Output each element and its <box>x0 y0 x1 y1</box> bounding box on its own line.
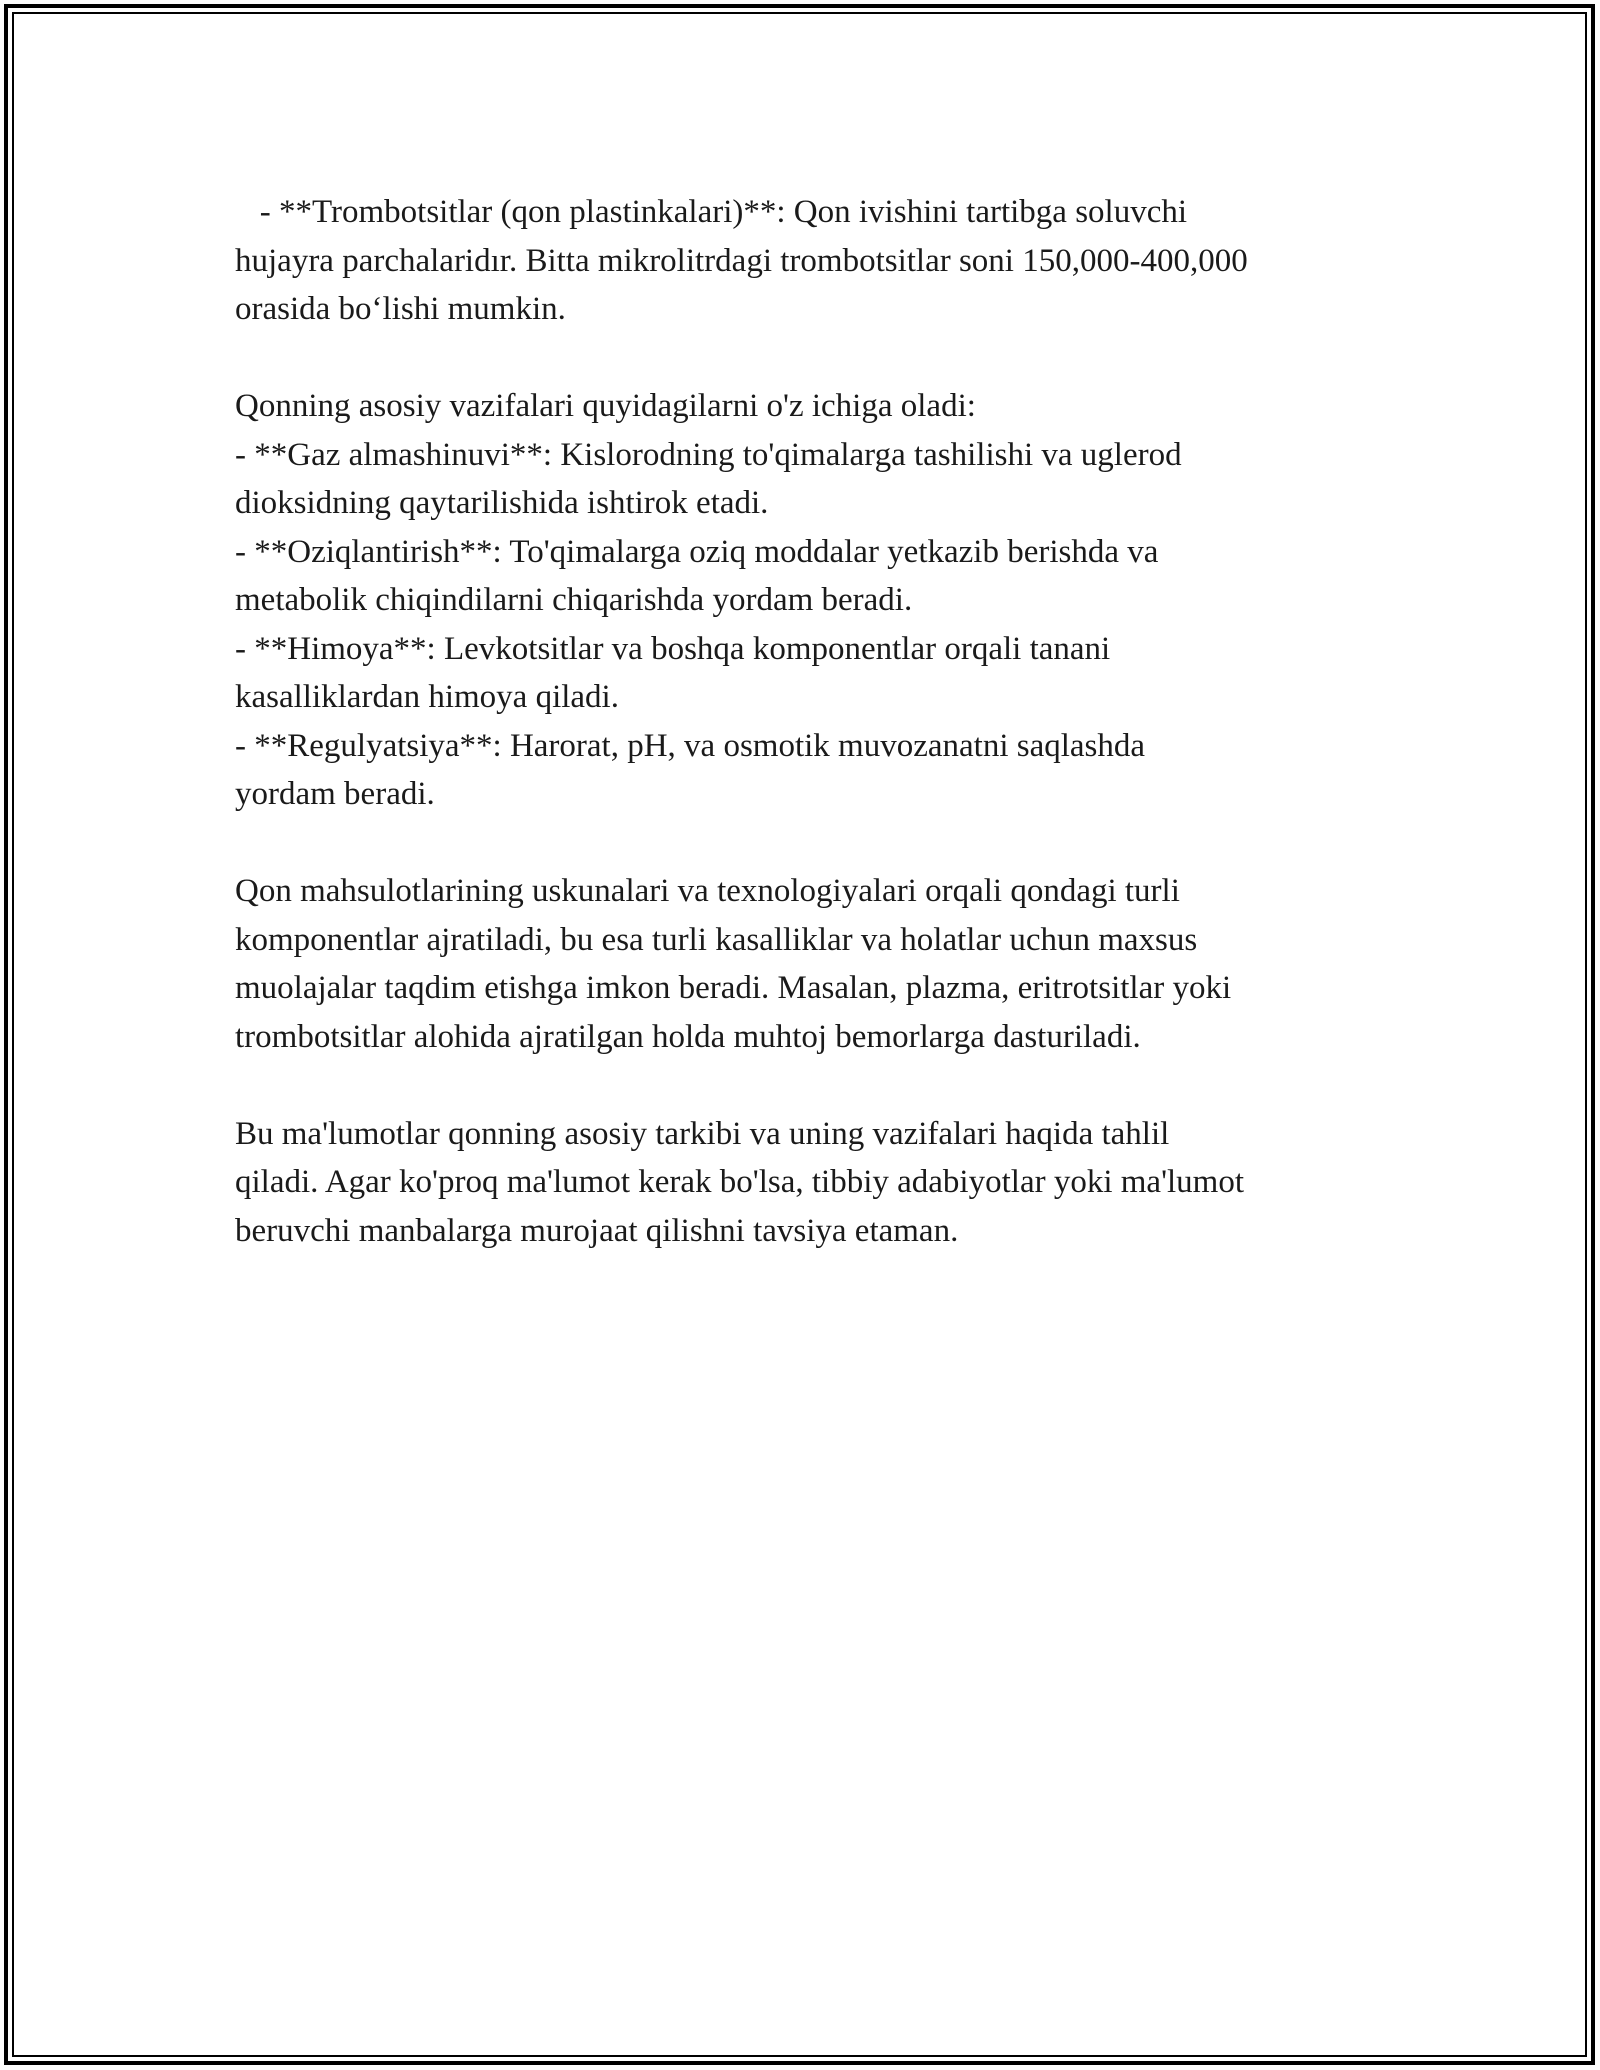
paragraph-spacer <box>235 819 1385 868</box>
text-line: - **Regulyatsiya**: Harorat, pH, va osmotik muvozanatni saqlashda <box>235 727 1146 764</box>
paragraph-trombotsitlar <box>235 188 1385 334</box>
text-line: kasalliklardan himoya qiladi. <box>235 679 619 715</box>
text-line: - **Himoya**: Levkotsitlar va boshqa komponentlar orqali tanani <box>235 630 1111 667</box>
text-line: muolajalar taqdim etishga imkon beradi. Masalan, plazma, eritrotsitlar yoki <box>235 970 1232 1006</box>
text-line: komponentlar ajratiladi, bu esa turli kasalliklar va holatlar uchun maxsus <box>235 921 1198 958</box>
text-line: qiladi. Agar ko'proq ma'lumot kerak bo'lsa, tibbiy adabiyotlar yoki ma'lumot <box>235 1164 1245 1200</box>
text-line: dioksidning qaytarilishida ishtirok etadi. <box>235 485 769 521</box>
document-body <box>235 188 1385 1255</box>
text-line: - **Oziqlantirish**: To'qimalarga oziq moddalar yetkazib berishda va <box>235 533 1159 570</box>
paragraph-spacer <box>235 1061 1385 1110</box>
text-line: orasida bo‘lishi mumkin. <box>235 291 566 327</box>
text-line: - **Trombotsitlar (qon plastinkalari)**: Qon ivishini tartibga soluvchi <box>235 194 1188 230</box>
text-line: hujayra parchalaridır. Bitta mikrolitrdagi trombotsitlar soni 150,000-400,000 <box>235 242 1248 279</box>
paragraph-mahsulotlar <box>235 867 1385 1061</box>
text-line: Qon mahsulotlarining uskunalari va texnologiyalari orqali qondagi turli <box>235 873 1180 909</box>
paragraph-vazifalar <box>235 382 1385 819</box>
paragraph-xulosa <box>235 1110 1385 1256</box>
paragraph-spacer <box>235 334 1385 383</box>
text-line: Qonning asosiy vazifalari quyidagilarni o'z ichiga oladi: <box>235 388 976 424</box>
text-line: yordam beradi. <box>235 776 435 812</box>
text-line: metabolik chiqindilarni chiqarishda yordam beradi. <box>235 582 913 618</box>
text-line: trombotsitlar alohida ajratilgan holda muhtoj bemorlarga dasturiladi. <box>235 1018 1141 1055</box>
text-line: beruvchi manbalarga murojaat qilishni tavsiya etaman. <box>235 1212 959 1249</box>
text-line: - **Gaz almashinuvi**: Kislorodning to'qimalarga tashilishi va uglerod <box>235 436 1182 473</box>
text-line: Bu ma'lumotlar qonning asosiy tarkibi va uning vazifalari haqida tahlil <box>235 1115 1170 1152</box>
